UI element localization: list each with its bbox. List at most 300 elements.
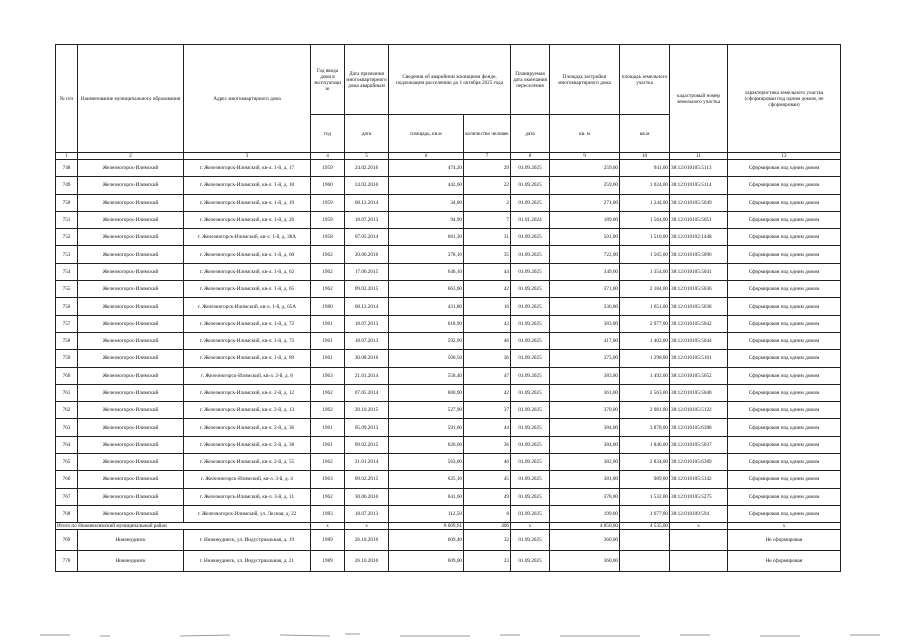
row-municipality: Железногорск-Илимский — [78, 471, 184, 488]
row-address: г. Железногорск-Илимский, кв-л. 1-й, д. 73 — [184, 332, 311, 349]
column-number: 11 — [670, 153, 728, 160]
row-recognition-date: 05.09.2013 — [345, 419, 389, 436]
row-people: 22 — [464, 177, 511, 194]
row-people: 42 — [464, 384, 511, 401]
row-number: 755 — [56, 281, 78, 298]
row-number: 757 — [56, 315, 78, 332]
column-number: 2 — [78, 153, 184, 160]
subheader-land-unit: кв.м — [620, 115, 670, 153]
row-municipality: Железногорск-Илимский — [78, 263, 184, 280]
total-people: 406 — [464, 523, 511, 530]
row-address: г. Железногорск-Илимский, кв-л. 2-й, д. 38 — [184, 436, 311, 453]
row-land-area: 2 834,00 — [620, 454, 670, 471]
row-address: г. Железногорск-Илимский, кв-л. 2-й, д. 12 — [184, 384, 311, 401]
row-land-area: 1 565,00 — [620, 246, 670, 263]
row-people: 7 — [464, 211, 511, 228]
row-address: г. Железногорск-Илимский, кв-л. 2-й, д. 36 — [184, 419, 311, 436]
row-cadastral: 38:12:010105:5142 — [670, 471, 728, 488]
row-land-status: Не сформирован — [728, 551, 841, 572]
row-cadastral: 38:12:010105:5114 — [670, 177, 728, 194]
column-number: 1 — [56, 153, 78, 160]
total-area: 8 009,61 — [389, 523, 464, 530]
row-year: 1962 — [311, 384, 345, 401]
row-build-area: 382,00 — [550, 454, 620, 471]
row-land-area: 2 081,00 — [620, 402, 670, 419]
row-build-area: 259,00 — [550, 160, 620, 177]
row-planned-date: 01.09.2025 — [511, 332, 550, 349]
table-row — [56, 281, 841, 298]
row-area: 34,00 — [389, 194, 464, 211]
row-build-area: 417,00 — [550, 332, 620, 349]
row-land-area: 1 402,00 — [620, 332, 670, 349]
row-recognition-date: 24.02.2016 — [345, 160, 389, 177]
row-build-area: 199,00 — [550, 505, 620, 522]
row-land-status: Сформирован под одним домом — [728, 211, 841, 228]
row-number: 760 — [56, 367, 78, 384]
row-year: 1963 — [311, 367, 345, 384]
row-recognition-date: 26.10.2016 — [345, 530, 389, 551]
row-number: 748 — [56, 160, 78, 177]
row-land-status: Сформирован под одним домом — [728, 454, 841, 471]
table-row — [56, 246, 841, 263]
row-cadastral: 38:12:010105:5040 — [670, 384, 728, 401]
table-row — [56, 315, 841, 332]
header-year: Год ввода дома в эксплуатацию — [311, 45, 345, 115]
subheader-build-unit: кв. м — [550, 115, 620, 153]
row-area: 94,90 — [389, 211, 464, 228]
row-planned-date: 01.09.2025 — [511, 194, 550, 211]
row-land-area: 3 878,00 — [620, 419, 670, 436]
column-number: 7 — [464, 153, 511, 160]
total-larea: 4 535,00 — [620, 523, 670, 530]
row-planned-date: 01.09.2025 — [511, 384, 550, 401]
row-municipality: Железногорск-Илимский — [78, 246, 184, 263]
row-address: г. Железногорск-Илимский, кв-л. 1-й, д. 65 — [184, 281, 311, 298]
column-number: 9 — [550, 153, 620, 160]
table-row — [56, 454, 841, 471]
row-land-area: 1 492,00 — [620, 367, 670, 384]
column-number: 3 — [184, 153, 311, 160]
row-municipality: Железногорск-Илимский — [78, 402, 184, 419]
row-build-area: 381,00 — [550, 471, 620, 488]
row-municipality: Нижнеудинск — [78, 530, 184, 551]
row-number: 750 — [56, 194, 78, 211]
row-year: 1959 — [311, 160, 345, 177]
header-planned-date: Планируемая дата окончания переселения — [511, 45, 550, 115]
row-build-area: 378,00 — [550, 488, 620, 505]
row-cadastral: 38:12:010105:5041 — [670, 263, 728, 280]
row-cadastral: 38:12:010105:5052 — [670, 367, 728, 384]
row-people: 8 — [464, 505, 511, 522]
row-municipality: Железногорск-Илимский — [78, 350, 184, 367]
column-number: 6 — [389, 153, 464, 160]
row-year: 1961 — [311, 436, 345, 453]
row-recognition-date: 30.06.2016 — [345, 488, 389, 505]
total-year: x — [311, 523, 345, 530]
column-number: 10 — [620, 153, 670, 160]
row-cadastral — [670, 530, 728, 551]
header-cadastral: кадастровый номер земельного участка — [670, 45, 728, 153]
row-land-area: 2 563,00 — [620, 384, 670, 401]
row-cadastral: 38:12:010102:1448 — [670, 229, 728, 246]
row-planned-date: 01.09.2025 — [511, 505, 550, 522]
table-row — [56, 160, 841, 177]
row-build-area: 349,00 — [550, 263, 620, 280]
row-address: г. Железногорск-Илимский, кв-л. 1-й, д. 65А — [184, 298, 311, 315]
row-area: 378,10 — [389, 246, 464, 263]
row-build-area: 360,00 — [550, 551, 620, 572]
row-land-area: 1 024,00 — [620, 177, 670, 194]
row-year: 1961 — [311, 419, 345, 436]
row-land-status: Сформирован под одним домом — [728, 471, 841, 488]
row-people: 47 — [464, 367, 511, 384]
row-municipality: Железногорск-Илимский — [78, 332, 184, 349]
row-recognition-date: 26.10.2016 — [345, 551, 389, 572]
row-planned-date: 01.09.2025 — [511, 177, 550, 194]
row-land-area: 1 354,00 — [620, 263, 670, 280]
row-people: 42 — [464, 281, 511, 298]
row-address: г. Железногорск-Илимский, кв-л. 2-й, д. 13 — [184, 402, 311, 419]
row-land-status: Сформирован под одним домом — [728, 488, 841, 505]
row-year: 1962 — [311, 281, 345, 298]
row-cadastral: 38:12:010105:5037 — [670, 436, 728, 453]
row-year: 1960 — [311, 177, 345, 194]
row-planned-date: 01.09.2025 — [511, 298, 550, 315]
row-area: 646,10 — [389, 263, 464, 280]
row-land-area: 1 651,00 — [620, 298, 670, 315]
row-recognition-date: 30.08.2016 — [345, 350, 389, 367]
row-build-area: 383,00 — [550, 315, 620, 332]
row-area: 558,40 — [389, 367, 464, 384]
row-cadastral: 38:12:010105:5275 — [670, 488, 728, 505]
row-people: 37 — [464, 402, 511, 419]
row-land-status: Сформирован под одним домом — [728, 419, 841, 436]
row-planned-date: 01.01.2024 — [511, 211, 550, 228]
row-land-area: 1 510,00 — [620, 229, 670, 246]
row-area: 591,60 — [389, 419, 464, 436]
row-municipality: Железногорск-Илимский — [78, 419, 184, 436]
table-row — [56, 350, 841, 367]
row-area: 563,00 — [389, 454, 464, 471]
row-cadastral: 38:12:010105:5122 — [670, 402, 728, 419]
row-municipality: Железногорск-Илимский — [78, 211, 184, 228]
row-number: 759 — [56, 350, 78, 367]
row-address: г. Нижнеудинск, ул. Индустриальная, д. 21 — [184, 551, 311, 572]
row-land-status: Сформирован под одним домом — [728, 332, 841, 349]
row-people: 36 — [464, 436, 511, 453]
header-number: № п/п — [56, 45, 78, 153]
table-row — [56, 211, 841, 228]
row-build-area: 271,00 — [550, 194, 620, 211]
table-row — [56, 471, 841, 488]
row-cadastral: 38:12:010105:5113 — [670, 160, 728, 177]
row-build-area: 370,00 — [550, 402, 620, 419]
total-barea: 4 850,00 — [550, 523, 620, 530]
row-municipality: Железногорск-Илимский — [78, 315, 184, 332]
row-municipality: Железногорск-Илимский — [78, 436, 184, 453]
table-row — [56, 530, 841, 551]
row-area: 474,20 — [389, 160, 464, 177]
row-land-area: 1 298,00 — [620, 350, 670, 367]
row-cadastral: 38:12:010109:594 — [670, 505, 728, 522]
column-number: 12 — [728, 153, 841, 160]
row-recognition-date: 20.06.2016 — [345, 246, 389, 263]
row-number: 751 — [56, 211, 78, 228]
row-recognition-date: 18.07.2013 — [345, 505, 389, 522]
row-land-area: 1 244,00 — [620, 194, 670, 211]
emergency-housing-table — [55, 44, 841, 572]
row-land-status: Сформирован под одним домом — [728, 281, 841, 298]
row-year: 1962 — [311, 246, 345, 263]
row-area: 500,50 — [389, 350, 464, 367]
table-row — [56, 194, 841, 211]
row-land-status: Сформирован под одним домом — [728, 367, 841, 384]
row-land-status: Сформирован под одним домом — [728, 263, 841, 280]
column-number: 5 — [345, 153, 389, 160]
row-land-status: Сформирован под одним домом — [728, 194, 841, 211]
row-number: 756 — [56, 298, 78, 315]
row-recognition-date: 18.07.2013 — [345, 211, 389, 228]
row-planned-date: 01.09.2025 — [511, 246, 550, 263]
row-recognition-date: 08.12.2014 — [345, 298, 389, 315]
row-people: 44 — [464, 263, 511, 280]
row-planned-date: 01.09.2025 — [511, 350, 550, 367]
row-address: г. Железногорск-Илимский, кв-л. 1-й, д. 26 — [184, 211, 311, 228]
row-land-status: Сформирован под одним домом — [728, 298, 841, 315]
row-people: 16 — [464, 298, 511, 315]
row-area: 609,40 — [389, 530, 464, 551]
row-planned-date: 01.09.2025 — [511, 263, 550, 280]
row-planned-date: 01.09.2025 — [511, 160, 550, 177]
table-row — [56, 177, 841, 194]
total-date: x — [345, 523, 389, 530]
row-land-status: Сформирован под одним домом — [728, 160, 841, 177]
row-year: 1980 — [311, 298, 345, 315]
header-land-area: площадь земельного участка — [620, 45, 670, 115]
row-address: г. Железногорск-Илимский, кв-л. 3-й, д. 4 — [184, 471, 311, 488]
row-address: г. Железногорск-Илимский, кв-л. 1-й, д. 72 — [184, 315, 311, 332]
row-address: г. Железногорск-Илимский, кв-л. 1-й, д. 18 — [184, 177, 311, 194]
row-land-area — [620, 551, 670, 572]
total-status: x — [728, 523, 841, 530]
row-year: 1983 — [311, 505, 345, 522]
table-row — [56, 332, 841, 349]
row-people: 43 — [464, 315, 511, 332]
row-municipality: Железногорск-Илимский — [78, 281, 184, 298]
row-area: 618,90 — [389, 315, 464, 332]
row-area: 431,80 — [389, 298, 464, 315]
row-cadastral: 38:12:010105:6389 — [670, 454, 728, 471]
row-people: 23 — [464, 551, 511, 572]
row-people: 2 — [464, 194, 511, 211]
row-recognition-date: 18.07.2013 — [345, 315, 389, 332]
row-land-status: Сформирован под одним домом — [728, 402, 841, 419]
row-area: 641,60 — [389, 488, 464, 505]
row-cadastral: 38:12:010105:5096 — [670, 246, 728, 263]
row-area: 112,50 — [389, 505, 464, 522]
total-cad: x — [670, 523, 728, 530]
row-year: 1962 — [311, 402, 345, 419]
row-year: 1961 — [311, 350, 345, 367]
subheader-people: количество человек — [464, 115, 511, 153]
row-number: 758 — [56, 332, 78, 349]
row-land-area: 1 564,00 — [620, 211, 670, 228]
row-planned-date: 01.09.2025 — [511, 419, 550, 436]
row-cadastral: 38:12:010105:5042 — [670, 315, 728, 332]
row-municipality: Железногорск-Илимский — [78, 384, 184, 401]
row-number: 762 — [56, 402, 78, 419]
table-row — [56, 263, 841, 280]
row-address: г. Железногорск-Илимский, кв-л. 2-й, д. 55 — [184, 454, 311, 471]
row-land-area: 989,00 — [620, 471, 670, 488]
row-people: 31 — [464, 229, 511, 246]
header-fund-info: Сведения об аварийном жилищном фонде, подлежащем расселению до 1 октября 2025 года — [389, 45, 511, 115]
row-recognition-date: 07.05.2014 — [345, 384, 389, 401]
row-land-status: Не сформирован — [728, 530, 841, 551]
scan-edge-marks — [0, 626, 905, 640]
row-year: 1959 — [311, 211, 345, 228]
row-cadastral: 38:12:010105:5036 — [670, 281, 728, 298]
header-municipality: Наименование муниципального образования — [78, 45, 184, 153]
row-land-status: Сформирован под одним домом — [728, 350, 841, 367]
row-number: 769 — [56, 530, 78, 551]
row-recognition-date: 07.05.2014 — [345, 229, 389, 246]
row-address: г. Железногорск-Илимский, ул. Лесная, д. 22 — [184, 505, 311, 522]
row-land-status: Сформирован под одним домом — [728, 229, 841, 246]
row-number: 763 — [56, 419, 78, 436]
row-area: 442,60 — [389, 177, 464, 194]
row-land-area: 1 532,00 — [620, 488, 670, 505]
row-recognition-date: 18.07.2013 — [345, 332, 389, 349]
row-municipality: Железногорск-Илимский — [78, 367, 184, 384]
row-build-area: 722,00 — [550, 246, 620, 263]
row-recognition-date: 21.01.2014 — [345, 454, 389, 471]
header-recognition-date: Дата признания многоквартирного дома аварийным — [345, 45, 389, 115]
row-build-area: 336,00 — [550, 298, 620, 315]
row-people: 44 — [464, 419, 511, 436]
row-municipality: Нижнеудинск — [78, 551, 184, 572]
row-number: 753 — [56, 246, 78, 263]
table-row — [56, 384, 841, 401]
row-people: 45 — [464, 471, 511, 488]
row-address: г. Железногорск-Илимский, кв-л. 1-й, д. 62 — [184, 263, 311, 280]
row-cadastral: 38:12:010105:6388 — [670, 419, 728, 436]
row-land-area: 941,00 — [620, 160, 670, 177]
row-area: 626,60 — [389, 436, 464, 453]
row-municipality: Железногорск-Илимский — [78, 298, 184, 315]
row-build-area: 371,00 — [550, 281, 620, 298]
row-recognition-date: 09.02.2015 — [345, 436, 389, 453]
table-row — [56, 229, 841, 246]
total-row — [56, 523, 841, 530]
row-number: 765 — [56, 454, 78, 471]
row-address: г. Железногорск-Илимский, кв-л. 1-й, д. 89 — [184, 350, 311, 367]
header-land-characteristic: характеристика земельного участка (сформирован под одним домом, не сформирован) — [728, 45, 841, 153]
row-people: 49 — [464, 488, 511, 505]
row-people: 35 — [464, 246, 511, 263]
row-year: 1989 — [311, 530, 345, 551]
row-recognition-date: 17.06.2015 — [345, 263, 389, 280]
row-recognition-date: 09.02.2015 — [345, 281, 389, 298]
row-land-status: Сформирован под одним домом — [728, 246, 841, 263]
table-row — [56, 551, 841, 572]
row-build-area: 361,00 — [550, 384, 620, 401]
row-people: 36 — [464, 350, 511, 367]
row-municipality: Железногорск-Илимский — [78, 194, 184, 211]
header-address: Адрес многоквартирного дома — [184, 45, 311, 153]
row-municipality: Железногорск-Илимский — [78, 505, 184, 522]
row-number: 767 — [56, 488, 78, 505]
row-municipality: Железногорск-Илимский — [78, 488, 184, 505]
row-land-status: Сформирован под одним домом — [728, 315, 841, 332]
row-number: 768 — [56, 505, 78, 522]
row-area: 660,90 — [389, 384, 464, 401]
row-build-area: 360,00 — [550, 530, 620, 551]
row-planned-date: 01.09.2025 — [511, 367, 550, 384]
row-build-area: 384,00 — [550, 436, 620, 453]
row-planned-date: 01.09.2025 — [511, 402, 550, 419]
table-row — [56, 488, 841, 505]
row-cadastral — [670, 551, 728, 572]
row-year: 1959 — [311, 194, 345, 211]
row-number: 766 — [56, 471, 78, 488]
subheader-plan-date: дата — [511, 115, 550, 153]
row-build-area: 375,00 — [550, 350, 620, 367]
row-land-area: 2 977,00 — [620, 315, 670, 332]
column-number: 8 — [511, 153, 550, 160]
row-build-area: 384,00 — [550, 419, 620, 436]
row-address: г. Железногорск-Илимский, кв-л. 1-й, д. 19 — [184, 194, 311, 211]
row-year: 1962 — [311, 454, 345, 471]
row-people: 46 — [464, 454, 511, 471]
row-cadastral: 38:12:010105:5049 — [670, 194, 728, 211]
row-recognition-date: 08.12.2014 — [345, 194, 389, 211]
row-planned-date: 01.09.2025 — [511, 454, 550, 471]
row-address: г. Железногорск-Илимский, кв-л. 2-й, д. 8 — [184, 367, 311, 384]
subheader-year: год — [311, 115, 345, 153]
row-land-area: 1 846,00 — [620, 436, 670, 453]
row-planned-date: 01.09.2025 — [511, 488, 550, 505]
row-planned-date: 01.09.2025 — [511, 315, 550, 332]
row-area: 681,30 — [389, 229, 464, 246]
row-recognition-date: 20.10.2015 — [345, 402, 389, 419]
row-build-area: 383,00 — [550, 367, 620, 384]
row-planned-date: 01.09.2025 — [511, 530, 550, 551]
column-number: 4 — [311, 153, 345, 160]
row-number: 770 — [56, 551, 78, 572]
row-year: 1962 — [311, 488, 345, 505]
total-label: Итого по Нижнеилимский муниципальный район — [56, 523, 311, 530]
subheader-date: дата — [345, 115, 389, 153]
row-build-area: 259,00 — [550, 177, 620, 194]
table-row — [56, 436, 841, 453]
header-row — [56, 45, 841, 115]
row-planned-date: 01.09.2025 — [511, 471, 550, 488]
total-plan: x — [511, 523, 550, 530]
row-area: 663,00 — [389, 281, 464, 298]
row-land-status: Сформирован под одним домом — [728, 177, 841, 194]
row-address: г. Нижнеудинск, ул. Индустриальная, д. 19 — [184, 530, 311, 551]
table-row — [56, 419, 841, 436]
row-land-area: 2 184,00 — [620, 281, 670, 298]
row-number: 761 — [56, 384, 78, 401]
table-row — [56, 298, 841, 315]
row-cadastral: 38:12:010105:5038 — [670, 298, 728, 315]
column-number-row — [56, 153, 841, 160]
row-municipality: Железногорск-Илимский — [78, 229, 184, 246]
row-people: 29 — [464, 160, 511, 177]
row-land-area: 1 677,00 — [620, 505, 670, 522]
